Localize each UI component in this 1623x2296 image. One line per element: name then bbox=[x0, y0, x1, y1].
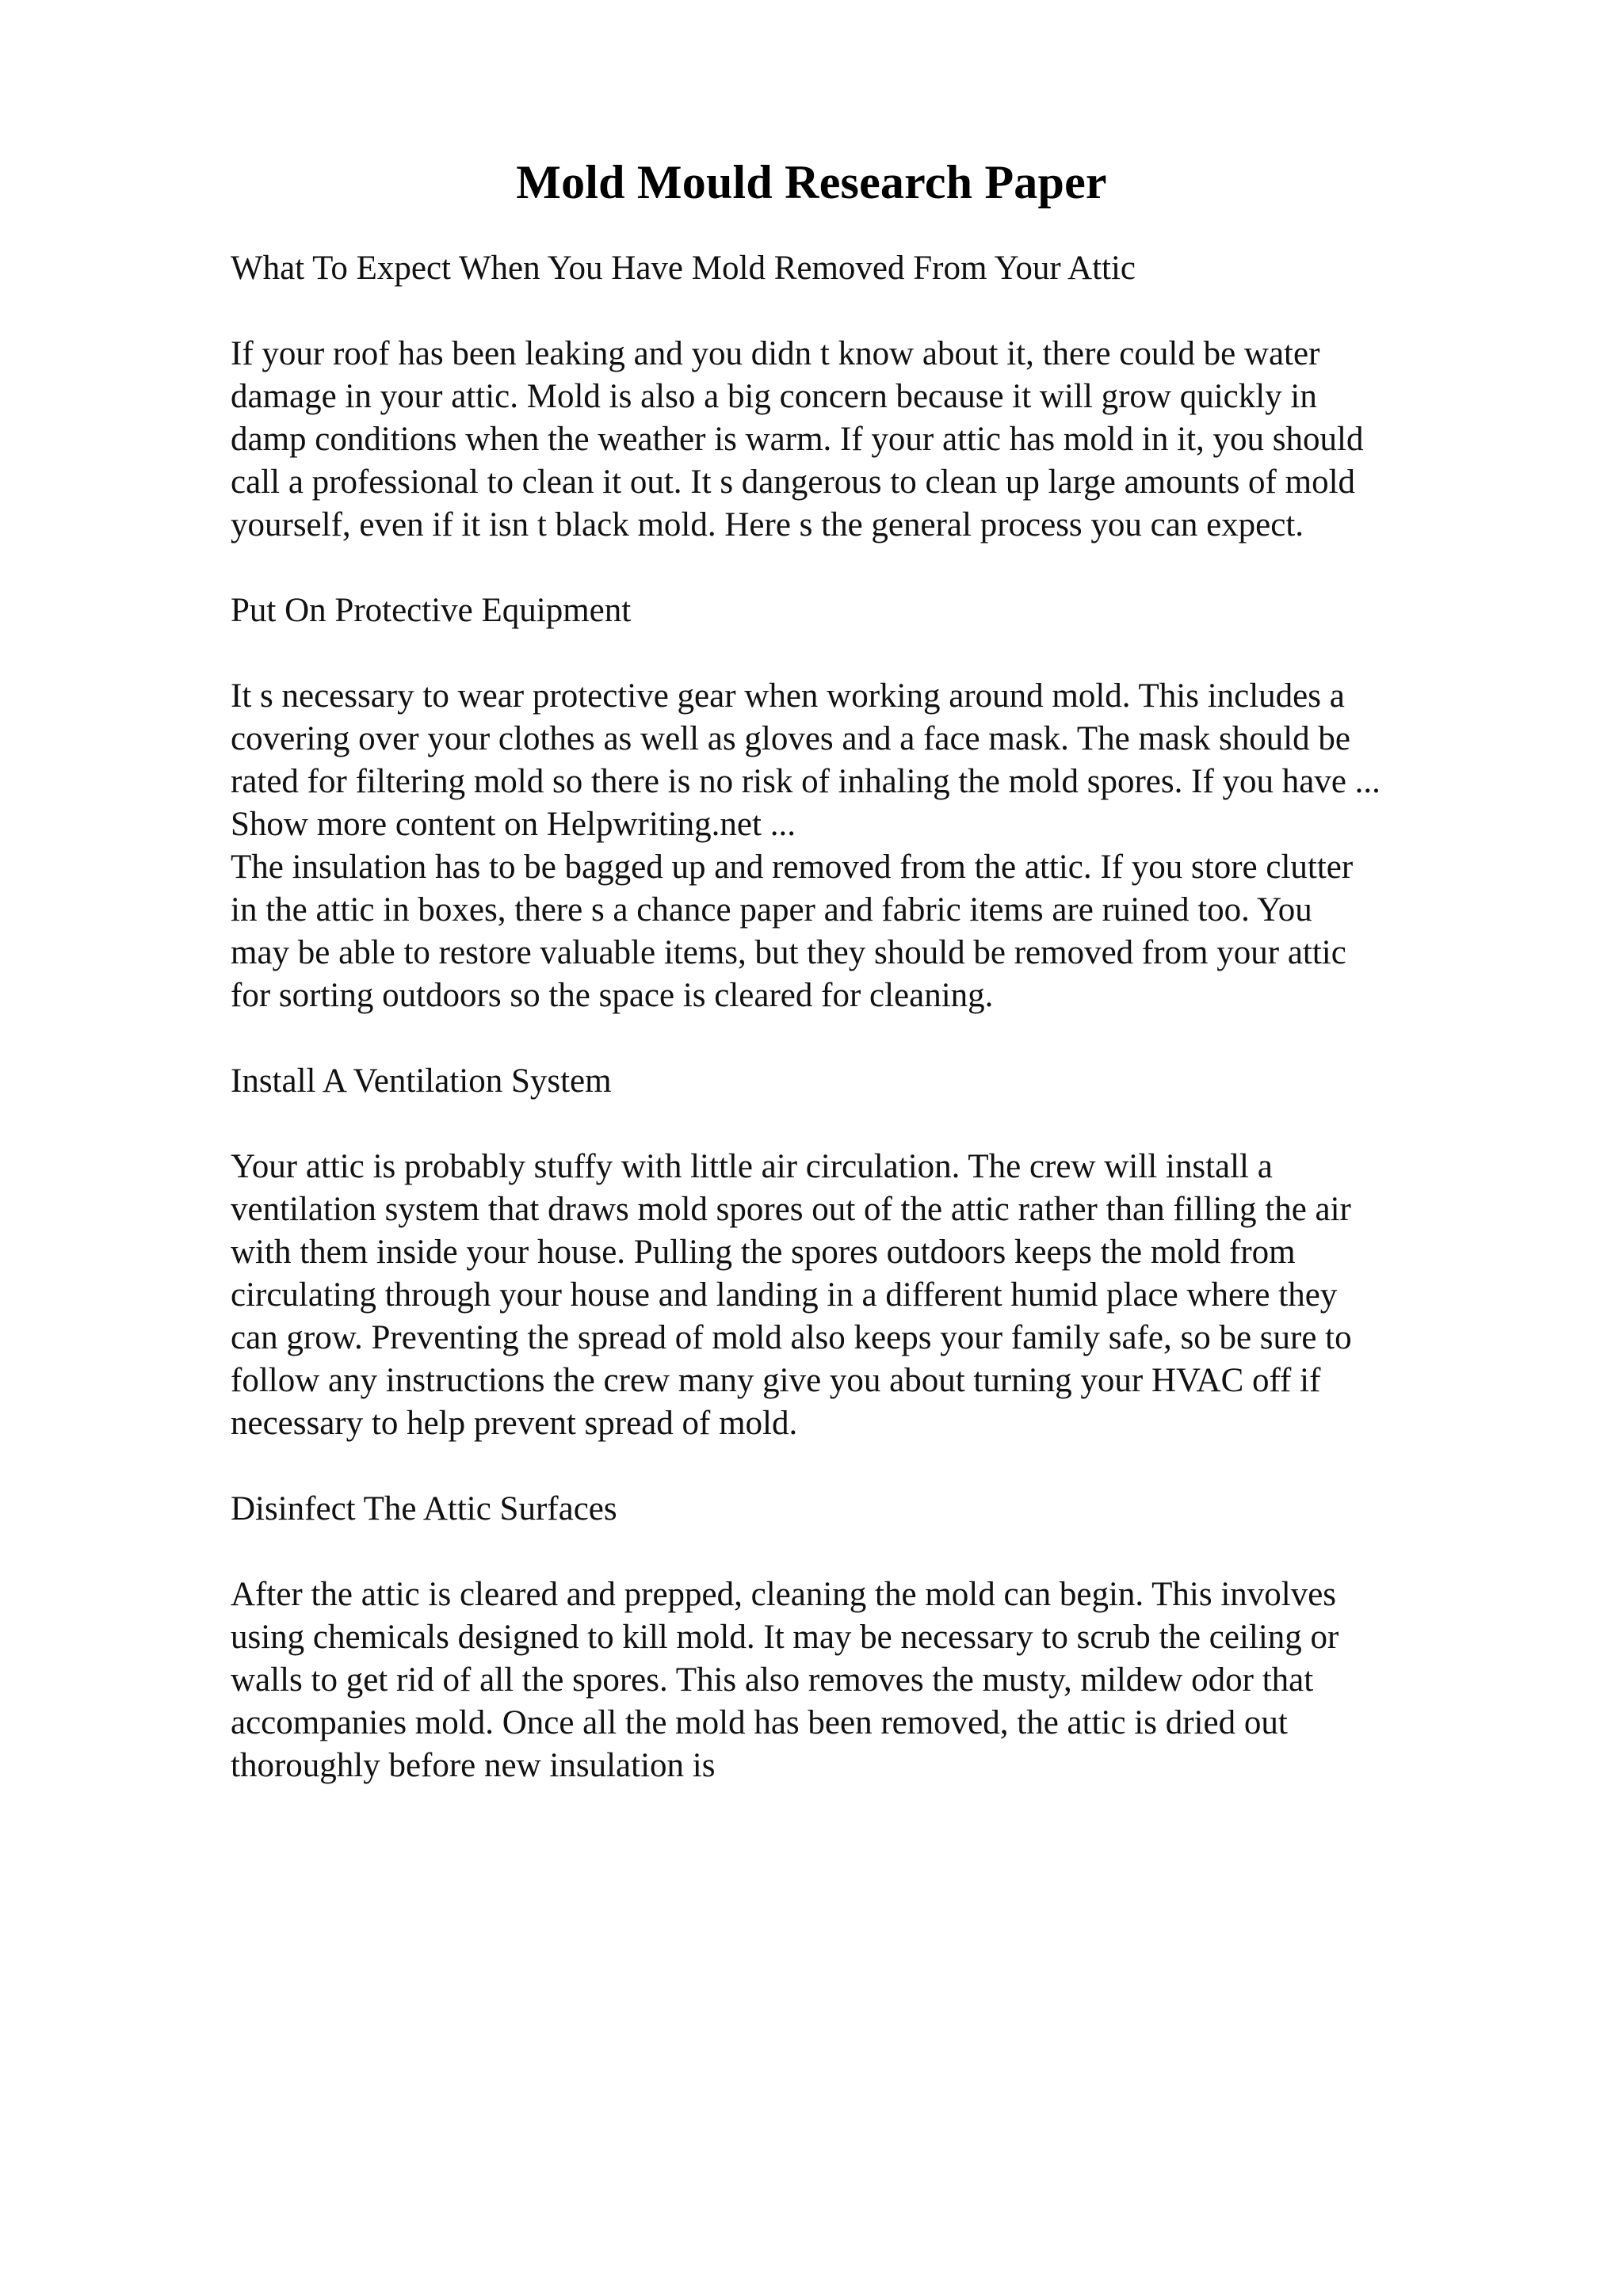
paragraph-intro: If your roof has been leaking and you didn t know about it, there could be water damage in your attic. Mold is also a big concern because it will grow quickly in damp conditions when the weather is warm. If your attic has mold in it, you should call a professional to clean it out. It s dangerous to clean up large amounts of mold yourself, even if it isn t black mold. Here s the general process you can expect. bbox=[231, 335, 1364, 543]
section-heading-protective-equipment: Put On Protective Equipment bbox=[231, 592, 632, 629]
document-title: Mold Mould Research Paper bbox=[516, 156, 1107, 208]
paragraph-ventilation: Your attic is probably stuffy with little air circulation. The crew will install a ventilation system that draws mold spores out of the attic rather than filling the air with them inside your house. Pulling the spores outdoors keeps the mold from circulating through your house and landing in a different humid place where they can grow. Preventing the spread of mold also keeps your family safe, so be sure to follow any instructions the crew many give you about turning your HVAC off if necessary to help prevent spread of mold. bbox=[231, 1148, 1352, 1442]
section-heading-ventilation: Install A Ventilation System bbox=[231, 1062, 612, 1100]
section-heading-disinfect: Disinfect The Attic Surfaces bbox=[231, 1490, 617, 1527]
paragraph-protective-equipment: It s necessary to wear protective gear when working around mold. This includes a covering over your clothes as well as gloves and a face mask. The mask should be rated for filtering mold so there is no risk of inhaling the mold spores. If you have ... Show more content on Helpwriting.net ... bbox=[231, 677, 1381, 843]
paragraph-insulation: The insulation has to be bagged up and removed from the attic. If you store clutter in the attic in boxes, there s a chance paper and fabric items are ruined too. You may be able to restore valuable items, but they should be removed from your attic for sorting outdoors so the space is cleared for cleaning. bbox=[231, 849, 1354, 1014]
section-heading-intro: What To Expect When You Have Mold Removed From Your Attic bbox=[231, 250, 1136, 287]
paragraph-disinfect: After the attic is cleared and prepped, cleaning the mold can begin. This involves using chemicals designed to kill mold. It may be necessary to scrub the ceiling or walls to get rid of all the spores. This also removes the musty, mildew odor that accompanies mold. Once all the mold has been removed, the attic is dried out thoroughly before new insulation is bbox=[231, 1576, 1339, 1784]
document-body bbox=[231, 247, 1491, 1830]
